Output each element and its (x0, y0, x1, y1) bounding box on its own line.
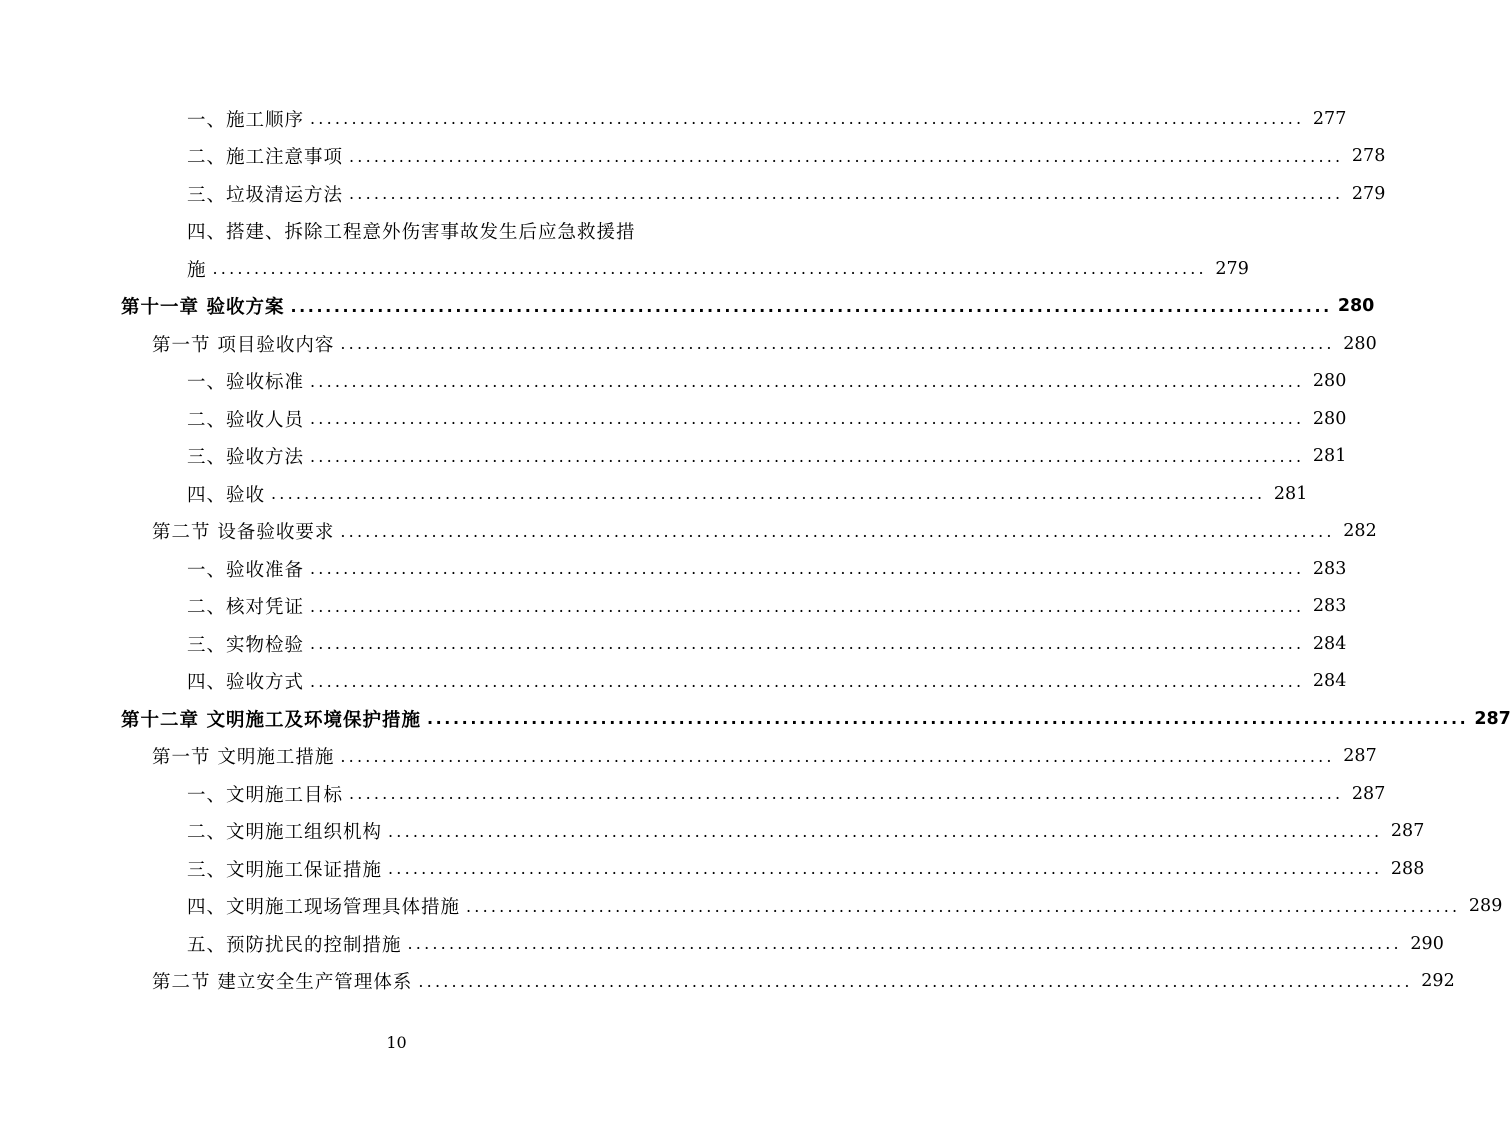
toc-entry[interactable] (0, 400, 1347, 438)
toc-entry-page: 278 (1351, 146, 1386, 167)
toc-entry-page: 284 (1312, 671, 1347, 692)
toc-dot-leader: ........................................................................................................................ (290, 296, 1332, 316)
toc-dot-leader: ........................................................................................................................ (426, 709, 1469, 729)
toc-entry-page: 279 (1215, 258, 1249, 279)
toc-entry-label: 第二节 设备验收要求 (152, 522, 335, 544)
toc-entry-label: 三、验收方法 (187, 447, 305, 469)
toc-entry-page: 281 (1312, 446, 1347, 467)
toc-entry[interactable] (0, 438, 1347, 476)
toc-entry[interactable] (0, 588, 1347, 626)
toc-entry-label: 第一节 项目验收内容 (152, 334, 335, 356)
toc-entry-label: 五、预防扰民的控制措施 (187, 934, 402, 956)
toc-entry-label: 二、施工注意事项 (187, 147, 344, 169)
toc-dot-leader: ........................................................................................................................ (310, 634, 1305, 654)
toc-entry-label: 二、核对凭证 (187, 597, 305, 619)
toc-entry[interactable] (0, 250, 1249, 288)
toc-entry-label: 二、验收人员 (187, 409, 305, 431)
toc-entry-page: 280 (1312, 371, 1347, 392)
toc-dot-leader: ........................................................................................................................ (310, 671, 1305, 691)
toc-dot-leader: ........................................................................................................................ (407, 934, 1402, 954)
toc-dot-leader: ........................................................................................................................ (310, 446, 1305, 466)
toc-dot-leader: ........................................................................................................................ (340, 334, 1335, 354)
toc-entry[interactable] (0, 175, 1386, 213)
toc-entry-label: 一、验收准备 (187, 559, 305, 581)
toc-entry-page: 277 (1312, 108, 1347, 129)
toc-dot-leader: ........................................................................................................................ (388, 859, 1383, 879)
page-number: 10 (386, 1033, 407, 1052)
toc-entry[interactable] (0, 100, 1347, 138)
toc-dot-leader: ........................................................................................................................ (340, 746, 1335, 766)
toc-dot-leader: ........................................................................................................................ (349, 146, 1344, 166)
toc-entry-page: 287 (1474, 708, 1511, 729)
toc-dot-leader: ........................................................................................................................ (418, 971, 1413, 991)
toc-entry-page: 287 (1390, 821, 1425, 842)
toc-entry[interactable] (0, 475, 1308, 513)
toc-entry[interactable] (0, 813, 1425, 851)
toc-dot-leader: ........................................................................................................................ (310, 109, 1305, 129)
toc-dot-leader: ........................................................................................................................ (388, 821, 1383, 841)
table-of-contents (0, 100, 1511, 1000)
toc-entry[interactable] (0, 888, 1503, 926)
toc-entry-label: 三、垃圾清运方法 (187, 184, 344, 206)
toc-entry[interactable] (0, 700, 1511, 738)
toc-entry-page: 289 (1468, 896, 1503, 917)
toc-dot-leader: ........................................................................................................................ (349, 184, 1344, 204)
toc-entry-page: 280 (1312, 408, 1347, 429)
toc-entry[interactable] (0, 775, 1386, 813)
toc-entry[interactable] (0, 663, 1347, 701)
toc-entry-page: 292 (1421, 971, 1455, 992)
toc-entry-page: 283 (1312, 596, 1347, 617)
toc-entry-label: 三、文明施工保证措施 (187, 859, 383, 881)
toc-entry[interactable] (0, 363, 1347, 401)
toc-entry[interactable] (0, 138, 1386, 176)
toc-entry-page: 284 (1312, 633, 1347, 654)
toc-entry-label: 第二节 建立安全生产管理体系 (152, 972, 413, 994)
toc-entry[interactable] (0, 625, 1347, 663)
toc-entry-page: 282 (1343, 521, 1377, 542)
toc-entry-page: 290 (1410, 933, 1444, 954)
toc-entry-label: 第一节 文明施工措施 (152, 747, 335, 769)
toc-entry-label: 一、文明施工目标 (187, 784, 344, 806)
toc-entry[interactable] (0, 213, 793, 251)
toc-entry-label: 施 (187, 259, 207, 281)
toc-dot-leader: ........................................................................................................................ (310, 559, 1305, 579)
toc-entry-page: 288 (1390, 858, 1425, 879)
toc-entry[interactable] (0, 925, 1444, 963)
toc-entry-label: 三、实物检验 (187, 634, 305, 656)
toc-entry-page: 281 (1273, 483, 1308, 504)
toc-entry[interactable] (0, 738, 1377, 776)
toc-entry-page: 287 (1351, 783, 1386, 804)
toc-entry[interactable] (0, 550, 1347, 588)
toc-entry-label: 四、搭建、拆除工程意外伤害事故发生后应急救援措 (187, 222, 636, 244)
toc-entry-label: 一、施工顺序 (187, 109, 305, 131)
toc-entry[interactable] (0, 325, 1377, 363)
toc-dot-leader: ........................................................................................................................ (212, 259, 1207, 279)
toc-entry-page: 280 (1343, 333, 1377, 354)
toc-entry-label: 一、验收标准 (187, 372, 305, 394)
toc-dot-leader: ........................................................................................................................ (271, 484, 1266, 504)
toc-dot-leader: ........................................................................................................................ (310, 409, 1305, 429)
toc-dot-leader: ........................................................................................................................ (340, 521, 1335, 541)
toc-dot-leader: ........................................................................................................................ (310, 371, 1305, 391)
toc-entry-page: 287 (1343, 746, 1377, 767)
toc-entry-page: 283 (1312, 558, 1347, 579)
toc-dot-leader: ........................................................................................................................ (466, 896, 1461, 916)
toc-entry-label: 四、验收方式 (187, 672, 305, 694)
toc-entry[interactable] (0, 288, 1375, 326)
toc-entry-label: 二、文明施工组织机构 (187, 822, 383, 844)
toc-entry-label: 第十一章 验收方案 (121, 297, 285, 319)
toc-entry[interactable] (0, 963, 1455, 1001)
toc-entry[interactable] (0, 850, 1425, 888)
toc-entry-label: 第十二章 文明施工及环境保护措施 (121, 709, 421, 731)
toc-entry-label: 四、文明施工现场管理具体措施 (187, 897, 461, 919)
toc-entry-page: 279 (1351, 183, 1386, 204)
toc-dot-leader: ........................................................................................................................ (349, 784, 1344, 804)
toc-entry[interactable] (0, 513, 1377, 551)
toc-entry-page: 280 (1337, 296, 1375, 317)
toc-entry-label: 四、验收 (187, 484, 266, 506)
toc-dot-leader: ........................................................................................................................ (310, 596, 1305, 616)
